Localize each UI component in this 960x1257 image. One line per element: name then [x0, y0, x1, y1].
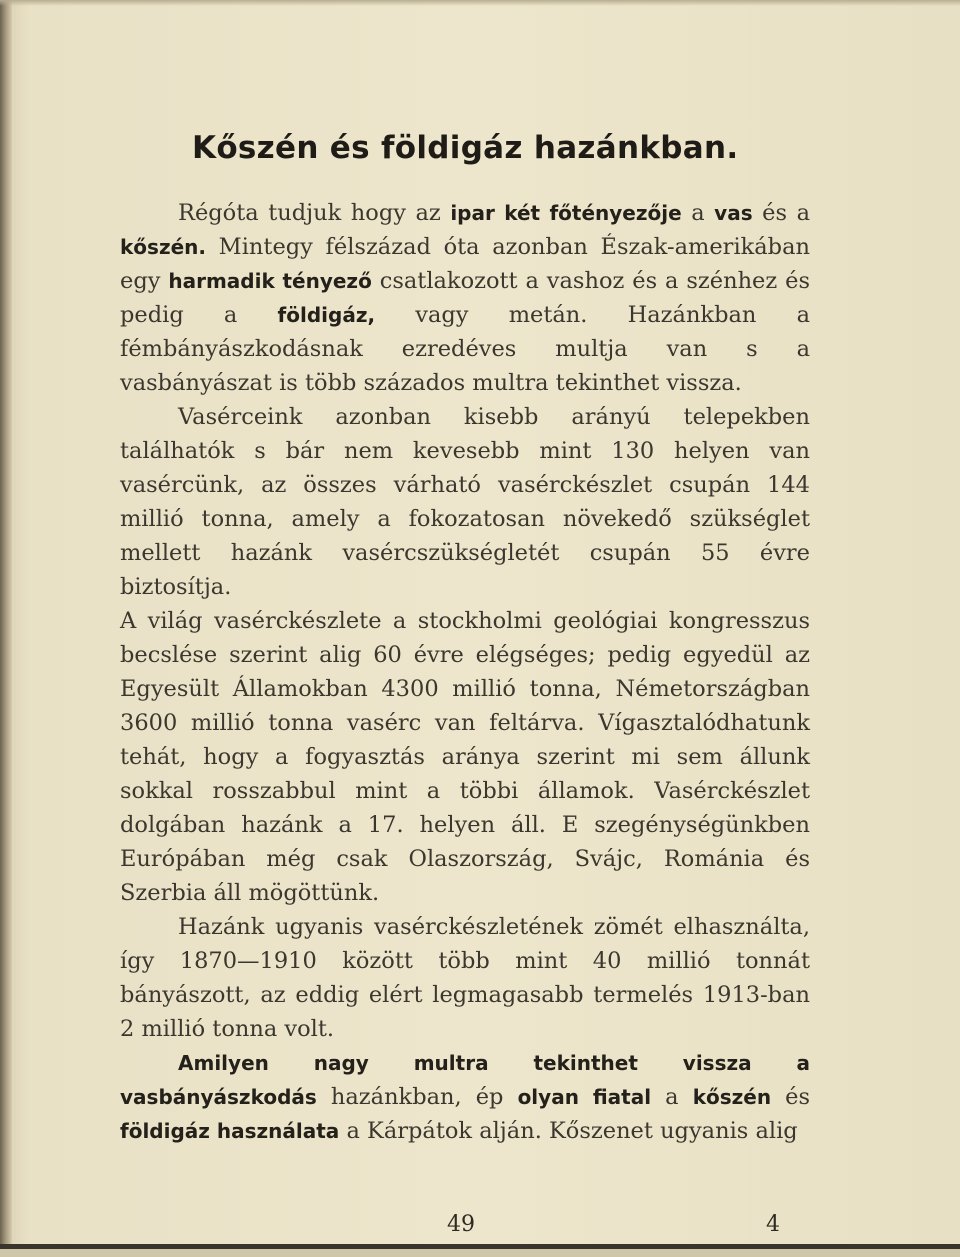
p1-text-g: vagy metán. Hazánkban a fémbányászkodásnak ezredéves multja van s a vasbányászat is több százados multra tekinthet vissza.: [120, 302, 810, 396]
paragraph-2: Vasérceink azonban kisebb arányú telepekben találhatók s bár nem kevesebb mint 130 helyen van vasércünk, az összes várható vasérckészlet csupán 144 millió tonna, amely a fokozatosan növekedő szükséglet mellett hazánk vasércszükségletét csupán 55 évre biztosítja.: [120, 404, 810, 600]
p1-bold-koszen: kőszén.: [120, 235, 206, 259]
paragraph-3: A világ vasérckészlete a stockholmi geológiai kongresszus becslése szerint alig 60 évre elégséges; pedig egyedül az Egyesült Államokban 4300 millió tonna, Németországban 3600 millió tonna vasérc van feltárva. Vígasztalódhatunk tehát, hogy a fogyasztás aránya szerint mi sem állunk sokkal rosszabbul mint a többi államok. Vasérckészlet dolgában hazánk a 17. helyen áll. E szegénységünkben Európában még csak Olaszország, Svájc, Románia és Szerbia áll mögöttünk.: [120, 608, 810, 906]
p1-bold-harmadik: harmadik tényező: [168, 269, 372, 293]
p1-text-e: Mintegy félszázad óta azonban Észak-amerikában egy: [120, 234, 810, 294]
p1-text-c: a: [681, 200, 715, 226]
signature-mark: 4: [766, 1212, 780, 1237]
p1-text-f: csatlakozott a vashoz és a szénhez és pedig a: [120, 268, 810, 328]
page-top-edge: [0, 0, 960, 6]
p5-text-a: hazánkban, ép: [316, 1084, 518, 1110]
p1-text-a: Régóta tudjuk hogy az: [178, 200, 451, 226]
book-spine-shadow: [0, 0, 12, 1257]
page-below-edge: [0, 1249, 960, 1257]
paragraph-1: [120, 196, 810, 400]
p5-bold-koszen: kőszén: [692, 1085, 772, 1109]
p5-text-d: és: [771, 1084, 811, 1110]
p5-bold-amilyen: Amilyen nagy multra tekinthet vissza a vasbányászkodás: [120, 1051, 810, 1109]
page-number: 49: [447, 1212, 475, 1237]
body-text: [120, 196, 810, 1148]
p1-bold-foldigaz: földigáz,: [277, 303, 376, 327]
p5-text-c: a: [651, 1084, 693, 1110]
paragraph-5: [120, 1046, 810, 1148]
p1-text-d: és a: [752, 200, 810, 226]
p5-bold-fiatal: olyan fiatal: [517, 1085, 652, 1109]
page-title: Kőszén és földigáz hazánkban.: [192, 130, 739, 166]
paragraph-4: Hazánk ugyanis vasérckészletének zömét elhasználta, így 1870—1910 között több mint 40 millió tonnát bányászott, az eddig elért legmagasabb termelés 1913-ban 2 millió tonna volt.: [120, 914, 810, 1042]
p5-text-e: a Kárpátok alján. Kőszenet ugyanis alig: [339, 1118, 798, 1144]
p1-bold-vas: vas: [714, 201, 753, 225]
p1-bold-ipar: ipar két főtényezője: [450, 201, 682, 225]
p5-bold-hasznalata: földigáz használata: [120, 1119, 340, 1143]
